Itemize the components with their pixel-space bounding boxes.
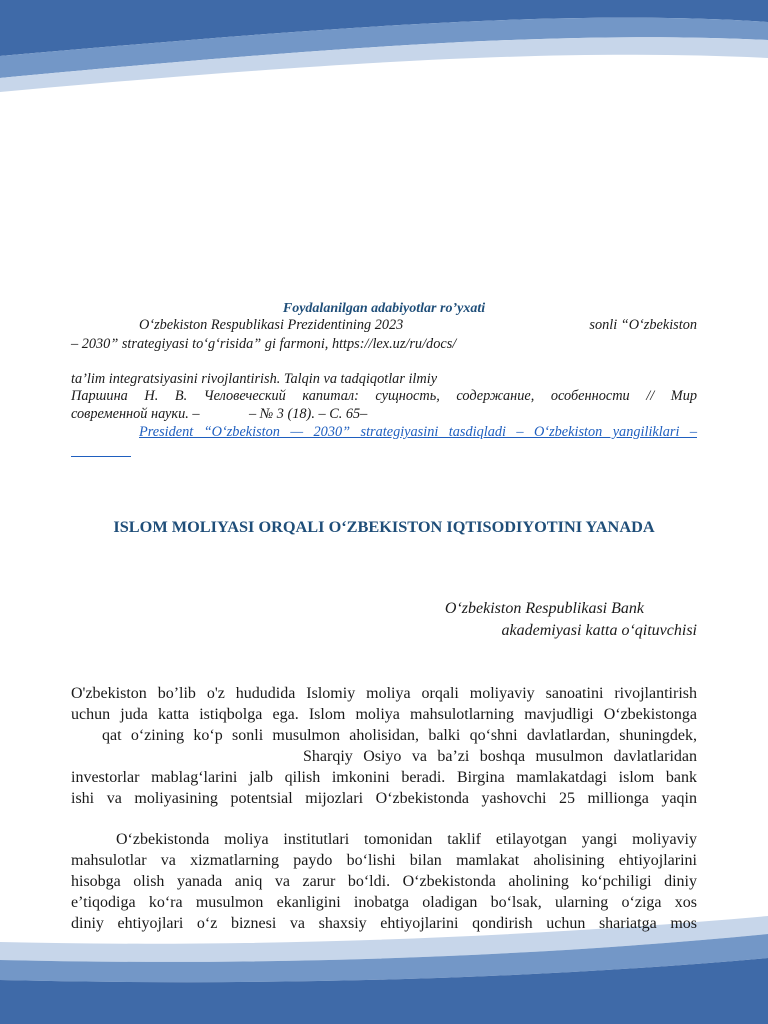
paragraph-2-line-4: e’tiqodiga ko‘ra musulmon ekanligini inobatga oladigan bo‘lsak, ularning o‘ziga xos [71,894,697,911]
paragraph-1-line-4: Sharqiy Osiyo va ba’zi boshqa musulmon davlatlaridan [303,748,697,765]
paragraph-1-line-1: O'zbekiston bo’lib o'z hududida Islomiy moliya orqali moliyaviy sanoatini rivojlantirish [71,685,697,702]
reference-item-2: ta’lim integratsiyasini rivojlantirish. Talqin va tadqiqotlar ilmiy [71,371,438,387]
reference-1-part-a: O‘zbekiston Respublikasi Prezidentining 2023 [139,317,404,333]
paragraph-2-line-1: O‘zbekistonda moliya institutlari tomonidan taklif etilayotgan yangi moliyaviy [116,831,697,848]
reference-3-part-a: современной науки. – [71,406,200,422]
paragraph-2-line-5: diniy ehtiyojlari o‘z biznesi va shaxsiy ehtiyojlarini qondirish uchun shariatga mos [71,915,697,932]
author-affiliation-line-2: akademiyasi katta o‘qituvchisi [501,622,697,639]
paragraph-2-line-2: mahsulotlar va xizmatlarning paydo bo‘lishi bilan mamlakat aholisining ehtiyojlarini [71,852,697,869]
paragraph-2-line-3: hisobga olish yanada aniq va zarur bo‘ldi. O‘zbekistonda aholining ko‘pchiligi diniy [71,873,697,890]
reference-item-3: Паршина Н. В. Человеческий капитал: сущность, содержание, особенности // Мир [71,388,697,404]
reference-1-line-2: – 2030” strategiyasi to‘g‘risida” gi farmoni, https://lex.uz/ru/docs/ [71,336,457,352]
reference-1-part-b: sonli “O‘zbekiston [589,317,697,333]
paragraph-1-line-5: investorlar mablag‘larini jalb qilish imkonini beradi. Birgina mamlakatdagi islom bank [71,769,697,786]
paragraph-1-line-3: qat o‘zining ko‘p sonli musulmon aholisidan, balki qo‘shni davlatlardan, shuningdek, [102,727,697,744]
paragraph-1-line-2: uchun juda katta istiqbolga ega. Islom moliya mahsulotlarning mavjudligi O‘zbekistonga [71,706,697,723]
paragraph-1-line-6: ishi va moliyasining potentsial mijozlari O‘zbekistonda yashovchi 25 millionga yaqin [71,790,697,807]
author-affiliation-line-1: O‘zbekiston Respublikasi Bank [444,600,644,617]
reference-3-part-b: – № 3 (18). – С. 65– [249,406,368,422]
reference-4-link[interactable]: President “O‘zbekiston — 2030” strategiyasini tasdiqladi – O‘zbekiston yangiliklari – [139,424,697,440]
references-heading: Foydalanilgan adabiyotlar ro’yxati [282,301,486,316]
reference-4-link-underline[interactable] [71,456,131,457]
article-title: ISLOM MOLIYASI ORQALI O‘ZBEKISTON IQTISODIYOTINI YANADA [113,517,655,536]
top-wave-decoration [0,0,768,100]
